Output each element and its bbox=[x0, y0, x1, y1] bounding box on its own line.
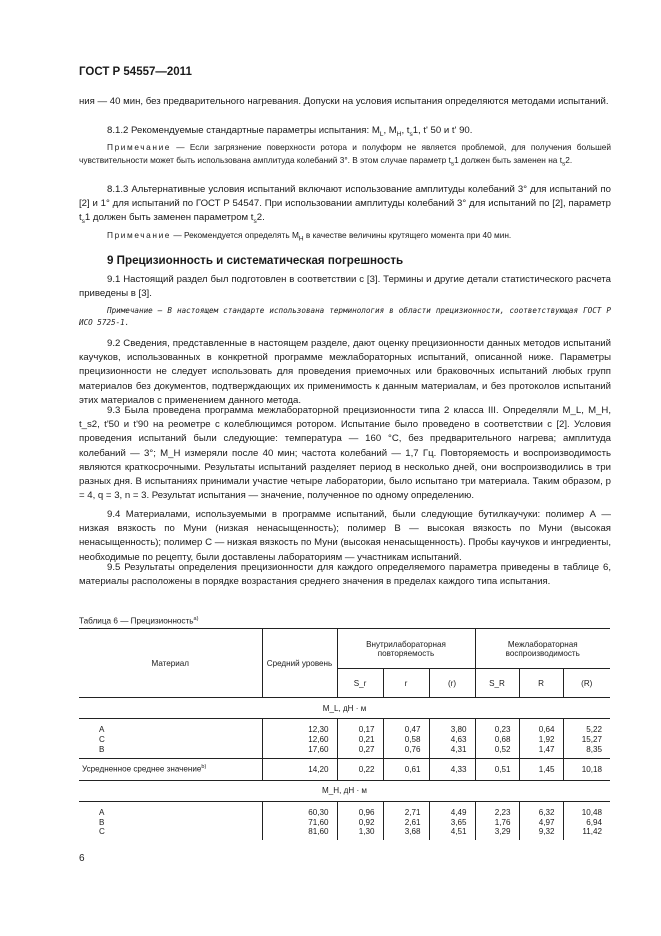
cell-value: 0,68 bbox=[475, 735, 519, 745]
cell-value: 1,92 bbox=[519, 735, 563, 745]
section-mh-rows bbox=[79, 801, 610, 840]
cell-material: С bbox=[99, 827, 105, 836]
cell-value: 9,32 bbox=[519, 827, 563, 840]
table-row bbox=[79, 801, 610, 817]
paragraph-8-1-3: 8.1.3 Альтернативные условия испытаний включают использование амплитуды колебаний 3° для испытаний по [2] и 1° для испытаний по ГОСТ Р 54547. При использовании амплитуды колебаний 3° для испытаний по [2], параметр $t_s1$ должен быть заменен параметром $t_s2$. bbox=[79, 184, 611, 226]
note-label: Примечание bbox=[107, 142, 172, 152]
table-row-average: Усредненное среднее значение$^{b)}$ 14,20 0,22 0,61 4,33 0,51 1,45 10,18 bbox=[79, 758, 610, 780]
cell-value: 0,27 bbox=[337, 745, 383, 759]
sub-header-r-pct: (r) bbox=[429, 669, 475, 698]
cell-value: 4,97 bbox=[519, 817, 563, 827]
cell-value: 4,51 bbox=[429, 827, 475, 840]
cell-value: 0,58 bbox=[383, 735, 429, 745]
cell-value: 6,32 bbox=[519, 801, 563, 817]
cell-material: С bbox=[99, 735, 105, 744]
document-header: ГОСТ Р 54557—2011 bbox=[79, 66, 192, 78]
sub-header-sr: S_r bbox=[337, 669, 383, 698]
table-caption: Таблица 6 — Прецизионность$^{а)}$ bbox=[79, 616, 199, 626]
cell-value: 10,48 bbox=[563, 801, 610, 817]
cell-material: А bbox=[99, 807, 105, 817]
cell-value: 2,23 bbox=[475, 801, 519, 817]
cell-value: 2,71 bbox=[383, 801, 429, 817]
paragraph-9-3: 9.3 Была проведена программа межлабораторной прецизионности типа 2 класса III. Определяли M_L, M_H, t_s2, t'50 и t'90 на реометре с колеблющимся ротором. Испытание было проведено в соответствии с [2]. Условия проведения испытаний были следующие: температура — 160 °С, без предварительного нагрева; амплитуда колебаний — 3°; M_H измеряли после 40 мин; частота колебаний — 1,7 Гц. Повторяемость и воспроизводимость являются краткосрочными. Результаты испытаний разделяет период в несколько дней, они воспроизводились в три разных дня. В испытаниях принимали участие четыре лаборатории, было испытано три материала. Таким образом, p = 4, q = 3, n = 3. Результат испытания — значение, полученное по одному определению. bbox=[79, 405, 611, 502]
section-ml-rows bbox=[79, 719, 610, 759]
paragraph-9-2: 9.2 Сведения, представленные в настоящем разделе, дают оценку прецизионности данных методов испытаний каучуков, использованных в конкретной программе межлабораторных испытаний, описанной ниже. Параметры прецизионности не следует использовать для проведения приемочных или браковочных испытаний любых групп материалов без документов, подтверждающих их применимость к данным материалам, и без протоколов испытаний этих материалов с применением данного метода. bbox=[79, 338, 611, 406]
precision-table bbox=[79, 628, 610, 840]
cell-value: 0,23 bbox=[475, 719, 519, 735]
table-row bbox=[79, 719, 610, 735]
cell-value: 3,68 bbox=[383, 827, 429, 840]
section-9-heading: 9 Прецизионность и систематическая погрешность bbox=[107, 254, 404, 267]
paragraph-continuation: ния — 40 мин, без предварительного нагревания. Допуски на условия испытания определяются методами испытаний. bbox=[79, 96, 609, 107]
paragraph-9-5: 9.5 Результаты определения прецизионности для каждого определяемого параметра приведены в таблице 6, материалы расположены в порядке возрастания среднего значения в пределах каждого типа испытания. bbox=[79, 562, 611, 588]
col-mean-header: Средний уровень bbox=[262, 629, 337, 698]
cell-value: 1,76 bbox=[475, 817, 519, 827]
table-row bbox=[79, 827, 610, 840]
cell-value: 1,30 bbox=[337, 827, 383, 840]
cell-value: 17,60 bbox=[262, 745, 337, 759]
cell-value: 3,80 bbox=[429, 719, 475, 735]
cell-value: 0,64 bbox=[519, 719, 563, 735]
cell-value: 71,60 bbox=[262, 817, 337, 827]
paragraph-9-4: 9.4 Материалами, используемыми в программе испытаний, были следующие бутилкаучуки: полимер А — низкая вязкость по Муни (низкая ненасыщенность); полимер В — высокая вязкость по Муни (высокая ненасыщенность); полимер С — низкая вязкость по Муни (высокая ненасыщенность). Пробы каучуков и ингредиенты, необходимые по рецепту, были доставлены лабораториям — участникам испытаний. bbox=[79, 509, 611, 563]
table-row bbox=[79, 735, 610, 745]
cell-value: 12,60 bbox=[262, 735, 337, 745]
cell-value: 15,27 bbox=[563, 735, 610, 745]
cell-value: 8,35 bbox=[563, 745, 610, 759]
cell-value: 4,63 bbox=[429, 735, 475, 745]
cell-value: 0,92 bbox=[337, 817, 383, 827]
cell-value: 4,49 bbox=[429, 801, 475, 817]
section-ml-header: M_L, дН · м bbox=[322, 703, 367, 713]
cell-value: 5,22 bbox=[563, 719, 610, 735]
cell-value: 0,52 bbox=[475, 745, 519, 759]
paragraph-9-1: 9.1 Настоящий раздел был подготовлен в соответствии с [3]. Термины и другие детали статистического расчета приведены в [3]. bbox=[79, 274, 611, 300]
cell-value: 0,96 bbox=[337, 801, 383, 817]
section-mh-header: M_H, дН · м bbox=[322, 786, 367, 795]
sub-header-R-pct: (R) bbox=[563, 669, 610, 698]
cell-value: 12,30 bbox=[262, 719, 337, 735]
col-between-header: Межлабораторная воспроизводимость bbox=[475, 629, 610, 669]
paragraph-8-1-2: 8.1.2 Рекомендуемые стандартные параметры испытания: $M_L$, $M_H$, $t_s1$, t' 50 и t' 90. bbox=[107, 125, 473, 138]
cell-value: 3,29 bbox=[475, 827, 519, 840]
cell-value: 4,31 bbox=[429, 745, 475, 759]
sub-header-sR: S_R bbox=[475, 669, 519, 698]
cell-value: 11,42 bbox=[563, 827, 610, 840]
table-row bbox=[79, 817, 610, 827]
sub-header-R: R bbox=[519, 669, 563, 698]
cell-value: 2,61 bbox=[383, 817, 429, 827]
cell-value: 81,60 bbox=[262, 827, 337, 840]
note-1: Примечание — Если загрязнение поверхности ротора и полуформ не является проблемой, для получения большей чувствительности может быть использована амплитуда колебаний 3°. В этом случае параметр $t_s1$ должен быть заменен на $t_s2$. bbox=[79, 142, 611, 168]
note-3: Примечание — В настоящем стандарте использована терминология в области прецизионности, соответствующая ГОСТ Р ИСО 5725-1. bbox=[79, 306, 611, 328]
note-label: Примечание bbox=[107, 230, 172, 240]
cell-value: 3,65 bbox=[429, 817, 475, 827]
cell-value: 60,30 bbox=[262, 801, 337, 817]
table-row bbox=[79, 745, 610, 759]
cell-material: В bbox=[99, 744, 105, 754]
cell-value: 0,21 bbox=[337, 735, 383, 745]
col-material-header: Материал bbox=[79, 629, 262, 698]
note-2: Примечание — Рекомендуется определять $M_H$ в качестве величины крутящего момента при 40 мин. bbox=[107, 230, 512, 243]
cell-value: 0,76 bbox=[383, 745, 429, 759]
cell-value: 6,94 bbox=[563, 817, 610, 827]
cell-value: 0,47 bbox=[383, 719, 429, 735]
cell-material: А bbox=[99, 725, 105, 735]
page-number: 6 bbox=[79, 853, 85, 864]
col-within-header: Внутрилабораторная повторяемость bbox=[337, 629, 475, 669]
sub-header-r: r bbox=[383, 669, 429, 698]
cell-value: 0,17 bbox=[337, 719, 383, 735]
cell-value: 1,47 bbox=[519, 745, 563, 759]
cell-material: В bbox=[99, 817, 105, 827]
